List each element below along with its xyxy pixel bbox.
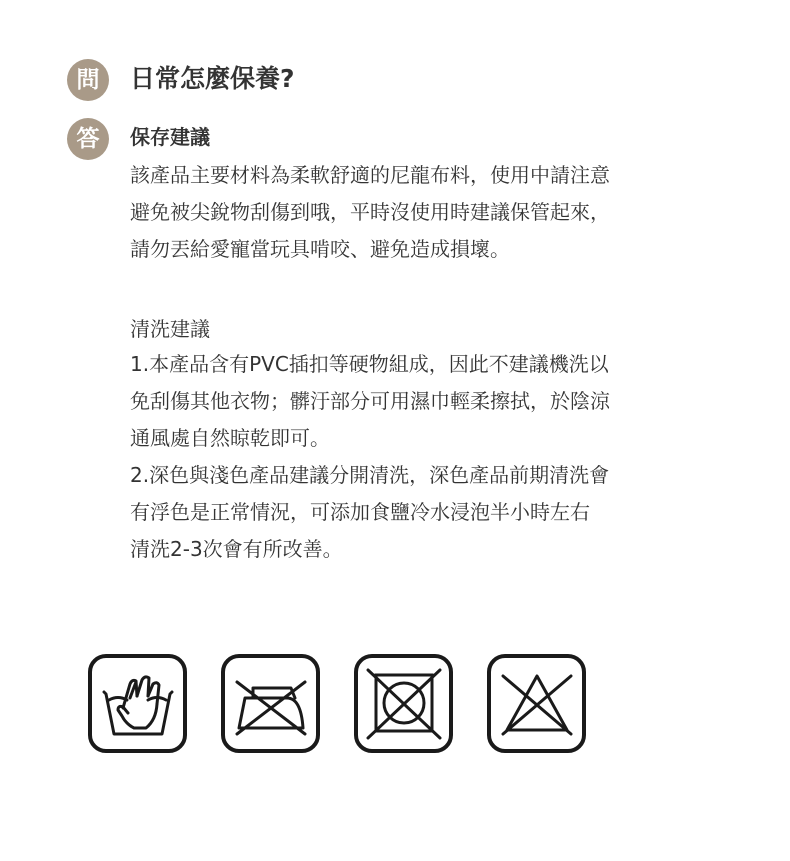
- storage-title: 保存建議: [130, 125, 210, 149]
- no-iron-icon: [221, 654, 320, 753]
- question-badge: 問: [67, 59, 109, 101]
- storage-line: 該產品主要材料為柔軟舒適的尼龍布料，使用中請注意: [130, 163, 610, 187]
- washing-line: 2.深色與淺色產品建議分開清洗，深色產品前期清洗會: [130, 463, 610, 487]
- washing-line: 有浮色是正常情況，可添加食鹽冷水浸泡半小時左右: [130, 500, 590, 524]
- answer-content: [130, 157, 740, 568]
- question-title: 日常怎麼保養?: [130, 64, 295, 93]
- care-icons: [88, 654, 586, 753]
- answer-badge: 答: [67, 118, 109, 160]
- storage-line: 避免被尖銳物刮傷到哦，平時沒使用時建議保管起來，: [130, 200, 610, 224]
- washing-line: 免刮傷其他衣物；髒汙部分可用濕巾輕柔擦拭，於陰涼: [130, 389, 610, 413]
- washing-title: 清洗建議: [130, 317, 210, 341]
- washing-line: 通風處自然晾乾即可。: [130, 426, 330, 450]
- hand-wash-icon: [88, 654, 187, 753]
- storage-line: 請勿丟給愛寵當玩具啃咬、避免造成損壞。: [130, 237, 510, 261]
- no-bleach-icon: [487, 654, 586, 753]
- washing-line: 清洗2-3次會有所改善。: [130, 537, 343, 561]
- no-tumble-dry-icon: [354, 654, 453, 753]
- washing-line: 1.本產品含有PVC插扣等硬物組成，因此不建議機洗以: [130, 352, 609, 376]
